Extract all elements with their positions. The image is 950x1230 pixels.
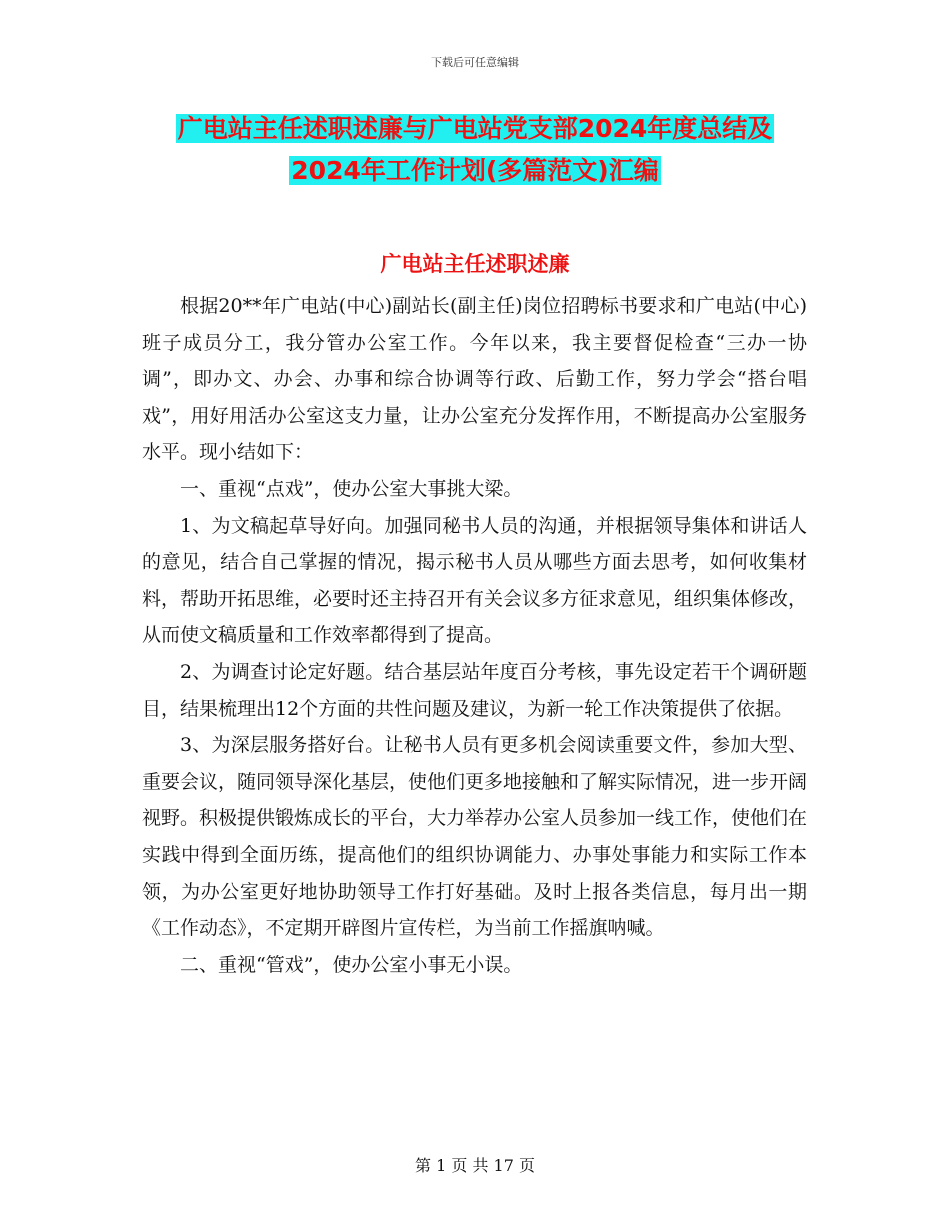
paragraph: 一、重视“点戏”，使办公室大事挑大梁。: [180, 477, 523, 500]
page-header-note: 下载后可任意编辑: [431, 56, 519, 69]
document-body: [142, 288, 807, 983]
paragraph: 2、为调查讨论定好题。结合基层站年度百分考核，事先设定若干个调研题目，结果梳理出12个方面的共性问题及建议，为新一轮工作决策提供了依据。: [142, 660, 807, 720]
document-title-line-1: 广电站主任述职述廉与广电站党支部2024年度总结及: [177, 114, 773, 143]
paragraph: 1、为文稿起草导好向。加强同秘书人员的沟通，并根据领导集体和讲话人的意见，结合自己掌握的情况，揭示秘书人员从哪些方面去思考，如何收集材料，帮助开拓思维，必要时还主持召开有关会议多方征求意见，组织集体修改，从而使文稿质量和工作效率都得到了提高。: [142, 514, 808, 647]
paragraph: 二、重视“管戏”，使办公室小事无小误。: [180, 953, 523, 976]
page-footer: 第 1 页 共 17 页: [415, 1156, 535, 1175]
paragraph: 3、为深层服务搭好台。让秘书人员有更多机会阅读重要文件，参加大型、重要会议，随同领导深化基层，使他们更多地接触和了解实际情况，进一步开阔视野。积极提供锻炼成长的平台，大力举荐办公室人员参加一线工作，使他们在实践中得到全面历练，提高他们的组织协调能力、办事处事能力和实际工作本领，为办公室更好地协助领导工作打好基础。及时上报各类信息，每月出一期《工作动态》，不定期开辟图片宣传栏，为当前工作摇旗呐喊。: [142, 734, 808, 940]
section-title: 广电站主任述职述廉: [380, 252, 570, 276]
document-title: [0, 108, 950, 192]
document-title-line-2: 2024年工作计划(多篇范文)汇编: [291, 156, 659, 185]
paragraph: 根据20**年广电站(中心)副站长(副主任)岗位招聘标书要求和广电站(中心)班子成员分工，我分管办公室工作。今年以来，我主要督促检查“三办一协调”，即办文、办会、办事和综合协调等行政、后勤工作，努力学会“搭台唱戏”，用好用活办公室这支力量，让办公室充分发挥作用，不断提高办公室服务水平。现小结如下：: [142, 295, 807, 464]
